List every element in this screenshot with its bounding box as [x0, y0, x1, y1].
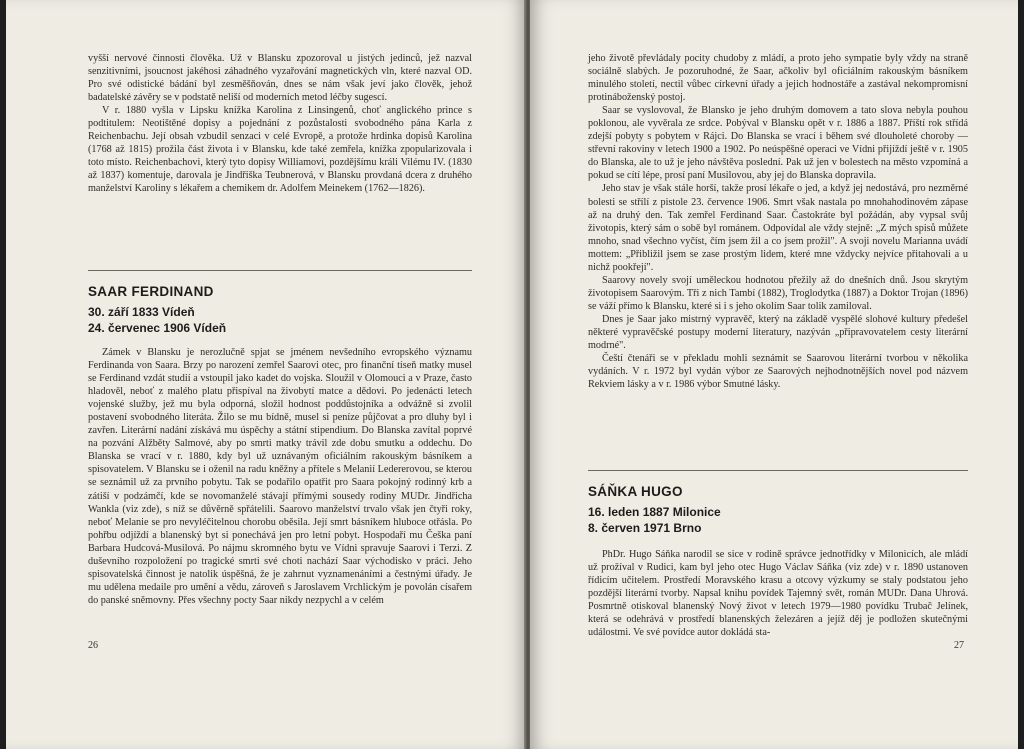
saar-biography — [88, 346, 472, 607]
right-paragraph-3: Jeho stav je však stále horší, takže prosí lékaře o jed, a když jej nedostává, pro nezměrné bolesti se střílí z pistole 23. července 1906. Smrt však nastala po mnohahodinovém zápase až na druhý den. Tak zemřel Ferdinand Saar. Častokráte byl požádán, aby vypsal svůj životopis, který sám o sobě byl románem. Odpovídal ale vždy stejně: „Z mých spisů můžete mnoho, snad všechno vyčíst, čím jsem žil a co jsem prožil". A svoji novelu Marianna uvádí mottem: „Přibližil jsem se zase prostým lidem, které mne vždycky nejvíce přitahovali a u nichž pookřejí". — [588, 183, 968, 273]
page-number-right: 27 — [954, 640, 964, 651]
saar-death-date: 24. červenec 1906 Vídeň — [88, 321, 227, 335]
saar-biography-text: Zámek v Blansku je nerozlučně spjat se jménem nevšedního evropského významu Ferdinanda von Saara. Brzy po narození zemřel Saarovi otec, pro finanční tíseň matky musel se Ferdinand vzdát studií a vstoupil jako kadet do vojska. Sloužil v Olomouci a v Praze, často hladověl, neboť z malého platu přispíval na živobytí matce a dědovi. Po jedenácti letech vojenské služby, jež mu byla odporná, složil hodnost poddůstojníka a odvážně si zvolil postavení svobodného literáta. Žilo se mu bídně, musel si peníze půjčovat a pro dluhy byl i zavřen. Literární nadání získává mu úspěchy a státní stipendium. Do Blanska zavítal poprvé na pozvání Alžběty Salmové, aby po smrti matky trávil zde dobu smutku a oddechu. Do Blanska se vrací v r. 1880, kdy byl už uznávaným oficiálním rakouským básníkem a spisovatelem. V Blansku se i oženil na radu kněžny a přítele s Melanií Ledererovou, se kterou se seznámil už za prvního pobytu. Tak se podařilo opatřit pro Saara pokojný rodinný krb a zátiší v podzámčí, kde se novomanželé stávají přímými sousedy rodiny MUDr. Jindřicha Wankla (viz zde), s níž se důvěrně spřátelili. Saarovo manželství trvalo však jen čtyři roky, neboť Melanie se pro nevyléčitelnou chorobu oběsila. Její smrt básníkem hluboce otřásla. Po pohřbu odjíždí a blanenský byt si ponechává jen pro letní pobyt. Hospodaří mu Češka paní Barbara Hudcová-Musilová. Po nájmu skromného bytu ve Vídni spravuje Saarovi i Terzi. Z duševního rozpoložení po tragické smrti své choti nachází Saar východisko v práci. Jeho spisovatelská činnost je natolik úspěšná, že je zahrnut vyznamenáními a čestnými úřady. Je mu udělena medaile pro umění a vědu, zároveň s Jaroslavem Vrchlickým je povolán císařem do panské sněmovny. Přes všechny pocty Saar nikdy nezpychl a v celém — [88, 347, 472, 606]
sanka-birth-date: 16. leden 1887 Milonice — [588, 505, 721, 519]
section-title-saar: SAAR FERDINAND — [88, 284, 214, 299]
sanka-biography — [588, 548, 968, 639]
left-page — [6, 0, 526, 749]
saar-birth-date: 30. září 1833 Vídeň — [88, 305, 195, 319]
section-divider — [88, 270, 472, 271]
right-paragraph-5: Dnes je Saar jako mistrný vypravěč, který na základě vyspělé slohové kultury předešel některé vypravěčské postupy moderní literatury, nazýván „připravovatelem cesty literární modrné". — [588, 313, 968, 352]
left-intro-paragraph-1: vyšší nervové činnosti člověka. Už v Blansku zpozoroval u jistých jedinců, jež nazval senzitivními, jsoucnost jakéhosi záhadného vyzařování magnetických vln, které nazval OD. Pro své odistické bádání byl zesměšňován, dnes se nám však jeví jako člověk, jehož badatelské závěry se v podstatě neliší od moderních metod léčby sugescí. — [88, 53, 472, 104]
left-intro-text — [88, 52, 472, 196]
sanka-biography-text: PhDr. Hugo Sáňka narodil se sice v rodině správce jednotřídky v Milonicích, ale mládí už prožíval v Rudici, kam byl jeho otec Hugo Václav Sáňka (viz zde) v r. 1890 ustanoven řídicím učitelem. Prostředí Moravského krasu a otcovy výzkumy se staly podstatou jeho pozdější literární tvorby. Napsal knihu povídek Tajemný svět, román MUDr. Dana Uhrová. Posmrtně otiskoval blanenský Nový život v letech 1979—1980 povídku Trubač Jelínek, která se odehrává v prostředí blanenských železáren a jejíž děj je podložen skutečnými událostmi. Ve své povídce autor dokládá sta- — [588, 549, 968, 639]
right-paragraph-2: Saar se vyslovoval, že Blansko je jeho druhým domovem a tato slova nebyla pouhou poklonou, ale vyvěrala ze srdce. Pobýval v Blansku opět v r. 1886 a 1887. Příští rok střídá zdejší pobyty s pobytem v Rájci. Do Blanska se vrací i během své dlouholeté choroby — střevní rakoviny v letech 1900 a 1902. Po neúspěšné operaci ve Vídni přijíždí ještě v r. 1905 do Blanska, ale to už je jeho návštěva poslední. Pak už jen v bolestech na město vzpomíná a pokud se cítí lépe, prosí paní Musilovou, aby jej do Blanska dopravila. — [588, 105, 968, 182]
page-number-left: 26 — [88, 640, 98, 651]
right-paragraph-4: Saarovy novely svojí uměleckou hodnotou přežily až do dnešních dnů. Jsou skrytým životopisem Saarovým. Tři z nich Tambí (1882), Troglodytka (1887) a Doktor Trojan (1896) se váží přímo k Blansku, které si i s jeho okolím Saar tolik zamiloval. — [588, 274, 968, 312]
right-paragraph-6: Čeští čtenáři se v překladu mohli seznámit se Saarovou literární tvorbou v několika vydáních. V r. 1972 byl vydán výbor ze Saarových nejhodnotnějších novel pod názvem Rekviem lásky a v r. 1986 výbor Smutné lásky. — [588, 353, 968, 391]
right-continued-text — [588, 52, 968, 391]
right-paragraph-1: jeho životě převládaly pocity chudoby z mládí, a proto jeho sympatie byly vždy na straně sociálně slabých. Je pozoruhodné, že Saar, ačkoliv byl oficiálním rakouským básníkem minulého století, nectil vůbec církevní úřady a jejich hodnostáře a zastával nekompromisní protináboženský postoj. — [588, 53, 968, 104]
right-page — [530, 0, 1018, 749]
left-intro-paragraph-2: V r. 1880 vyšla v Lipsku knížka Karolina z Linsingenů, choť anglického prince s podtitulem: Neotištěné dopisy a pojednání z pozůstalosti svobodného pána Karla z Reichenbachu. Její obsah vzbudil senzaci v celé Evropě, a protože hrdinka dopisů Karolina (1768 až 1815) prožila část života i v Blansku, kde také zemřela, knížka zpopularizovala i toto místo. Reichenbachovi, který tyto dopisy Williamovi, pozdějšímu králi Vilému IV. (1830 až 1837) komentuje, darovala je Jindřiška Teubnerová, v Blansku provdaná dcera z druhého manželství Karoliny s lékařem a chemikem dr. Adolfem Meinekem (1762—1826). — [88, 105, 472, 195]
section-title-sanka: SÁŇKA HUGO — [588, 484, 683, 499]
section-divider-right — [588, 470, 968, 471]
sanka-death-date: 8. červen 1971 Brno — [588, 521, 702, 535]
